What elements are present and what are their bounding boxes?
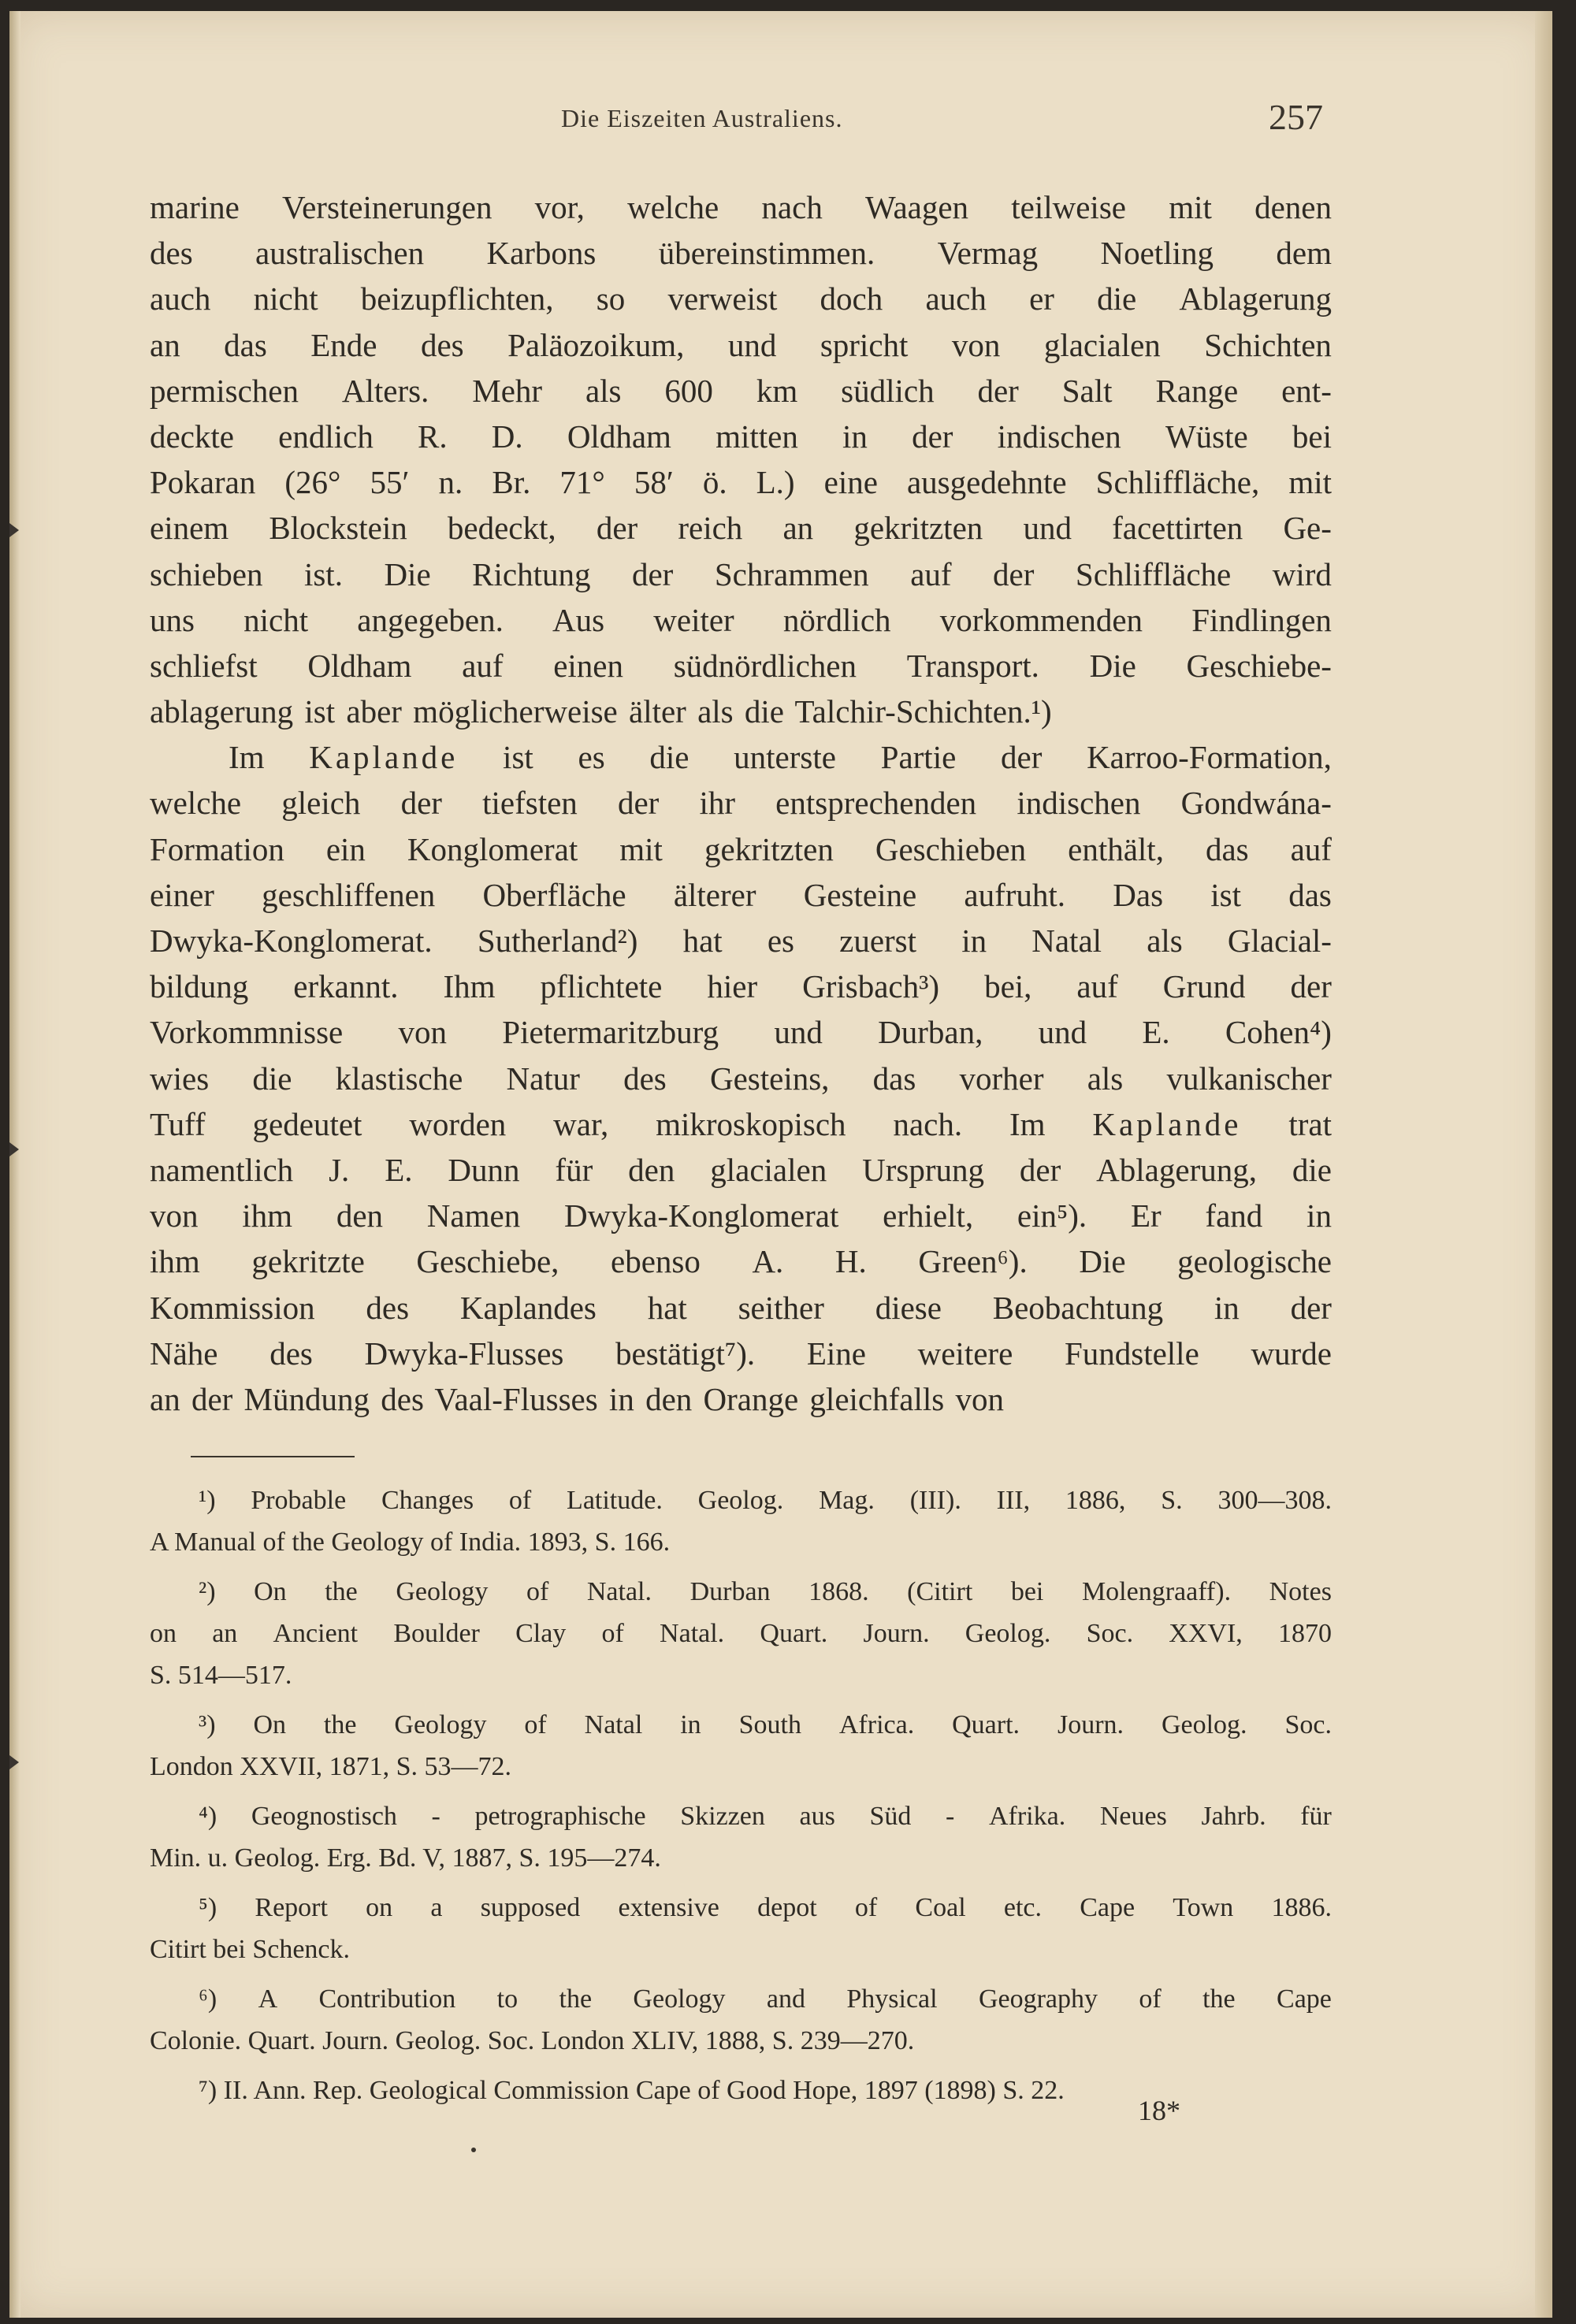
- text-line: deckte endlich R. D. Oldham mitten in der indischen Wüste bei: [150, 418, 1332, 455]
- text-line: permischen Alters. Mehr als 600 km südlich der Salt Range ent-: [150, 372, 1332, 409]
- text-line: an der Mündung des Vaal-Flusses in den Orange gleichfalls von: [150, 1380, 1004, 1417]
- text-line: Tuff gedeutet worden war, mikroskopisch nach. Im Kaplande trat: [150, 1105, 1332, 1142]
- footnote-line: ⁶) A Contribution to the Geology and Physical Geography of the Cape: [199, 1984, 1332, 2014]
- text-line: Nähe des Dwyka-Flusses bestätigt⁷). Eine weitere Fundstelle wurde: [150, 1335, 1332, 1372]
- page-number: 257: [1269, 97, 1323, 137]
- text-line: uns nicht angegeben. Aus weiter nördlich vorkommenden Findlingen: [150, 601, 1332, 638]
- text-line: wies die klastische Natur des Gesteins, das vorher als vulkanischer: [150, 1060, 1332, 1097]
- footnote-line: A Manual of the Geology of India. 1893, S. 166.: [150, 1528, 671, 1557]
- main-text: [150, 184, 1332, 1422]
- text-line: einem Blockstein bedeckt, der reich an gekritzten und facettirten Ge-: [150, 510, 1332, 547]
- running-title: Die Eiszeiten Australiens.: [561, 104, 843, 132]
- footnote-rule: [191, 1456, 355, 1457]
- footnote: [150, 1704, 1332, 1788]
- text-line: einer geschliffenen Oberfläche älterer Gesteine aufruht. Das ist das: [150, 876, 1332, 913]
- text-line: Dwyka-Konglomerat. Sutherland²) hat es zuerst in Natal als Glacial-: [150, 923, 1332, 959]
- text-line: welche gleich der tiefsten der ihr entsprechenden indischen Gondwána-: [150, 785, 1332, 822]
- text-line: Kommission des Kaplandes hat seither diese Beobachtung in der: [150, 1289, 1332, 1326]
- text-line: Pokaran (26° 55′ n. Br. 71° 58′ ö. L.) eine ausgedehnte Schliffläche, mit: [150, 464, 1332, 501]
- footnote-line: Citirt bei Schenck.: [150, 1935, 351, 1964]
- footnote: [150, 1795, 1332, 1879]
- text-line: von ihm den Namen Dwyka-Konglomerat erhielt, ein⁵). Er fand in: [150, 1197, 1332, 1234]
- text-line: auch nicht beizupflichten, so verweist doch auch er die Ablagerung: [150, 280, 1332, 317]
- book-page: [9, 11, 1552, 2318]
- footnote-line: Colonie. Quart. Journ. Geolog. Soc. London XLIV, 1888, S. 239—270.: [150, 2026, 915, 2055]
- margin-marker: [9, 1142, 19, 1156]
- footnote-line: ¹) Probable Changes of Latitude. Geolog. Mag. (III). III, 1886, S. 300—308.: [199, 1486, 1332, 1515]
- footnote-line: Min. u. Geolog. Erg. Bd. V, 1887, S. 195—274.: [150, 1843, 661, 1873]
- text-line: Im Kaplande ist es die unterste Partie der Karroo-Formation,: [229, 739, 1332, 776]
- page-left-edge: [9, 11, 20, 2318]
- footnote-line: ³) On the Geology of Natal in South Africa. Quart. Journ. Geolog. Soc.: [199, 1710, 1332, 1739]
- margin-marker: [9, 1755, 19, 1769]
- footnote-line: ⁷) II. Ann. Rep. Geological Commission Cape of Good Hope, 1897 (1898) S. 22.: [199, 2076, 1065, 2105]
- text-line: Formation ein Konglomerat mit gekritzten Geschieben enthält, das auf: [150, 830, 1332, 867]
- footnote: [150, 1479, 1332, 1563]
- text-line: marine Versteinerungen vor, welche nach Waagen teilweise mit denen: [150, 189, 1332, 225]
- footnote-line: ²) On the Geology of Natal. Durban 1868. (Citirt bei Molengraaff). Notes: [199, 1577, 1332, 1606]
- text-line: ihm gekritzte Geschiebe, ebenso A. H. Green⁶). Die geologische: [150, 1243, 1332, 1280]
- text-line: Vorkommnisse von Pietermaritzburg und Durban, und E. Cohen⁴): [150, 1014, 1332, 1051]
- footnote-line: ⁵) Report on a supposed extensive depot of Coal etc. Cape Town 1886.: [199, 1893, 1332, 1922]
- page-right-edge: [1535, 11, 1552, 2318]
- text-line: an das Ende des Paläozoikum, und spricht von glacialen Schichten: [150, 326, 1332, 363]
- footnote-line: London XXVII, 1871, S. 53—72.: [150, 1752, 511, 1781]
- text-line: bildung erkannt. Ihm pflichtete hier Grisbach³) bei, auf Grund der: [150, 968, 1332, 1005]
- text-line: namentlich J. E. Dunn für den glacialen Ursprung der Ablagerung, die: [150, 1151, 1332, 1188]
- footnote: [150, 1887, 1332, 1970]
- margin-marker: [9, 523, 19, 537]
- text-line: schieben ist. Die Richtung der Schrammen auf der Schliffläche wird: [150, 555, 1332, 592]
- ink-speck: [471, 2148, 476, 2152]
- signature-mark: 18*: [1138, 2095, 1180, 2126]
- footnote-line: S. 514—517.: [150, 1661, 292, 1690]
- footnote-line: ⁴) Geognostisch - petrographische Skizzen aus Süd - Afrika. Neues Jahrb. für: [199, 1802, 1332, 1831]
- footnote: [150, 1978, 1332, 2062]
- footnote: [150, 1571, 1332, 1696]
- text-line: des australischen Karbons übereinstimmen. Vermag Noetling dem: [150, 235, 1332, 272]
- text-line: ablagerung ist aber möglicherweise älter als die Talchir-Schichten.¹): [150, 693, 1052, 730]
- footnotes: [150, 1479, 1332, 2119]
- text-line: schliefst Oldham auf einen südnördlichen Transport. Die Geschiebe-: [150, 647, 1332, 684]
- footnote-line: on an Ancient Boulder Clay of Natal. Quart. Journ. Geolog. Soc. XXVI, 1870: [150, 1619, 1332, 1648]
